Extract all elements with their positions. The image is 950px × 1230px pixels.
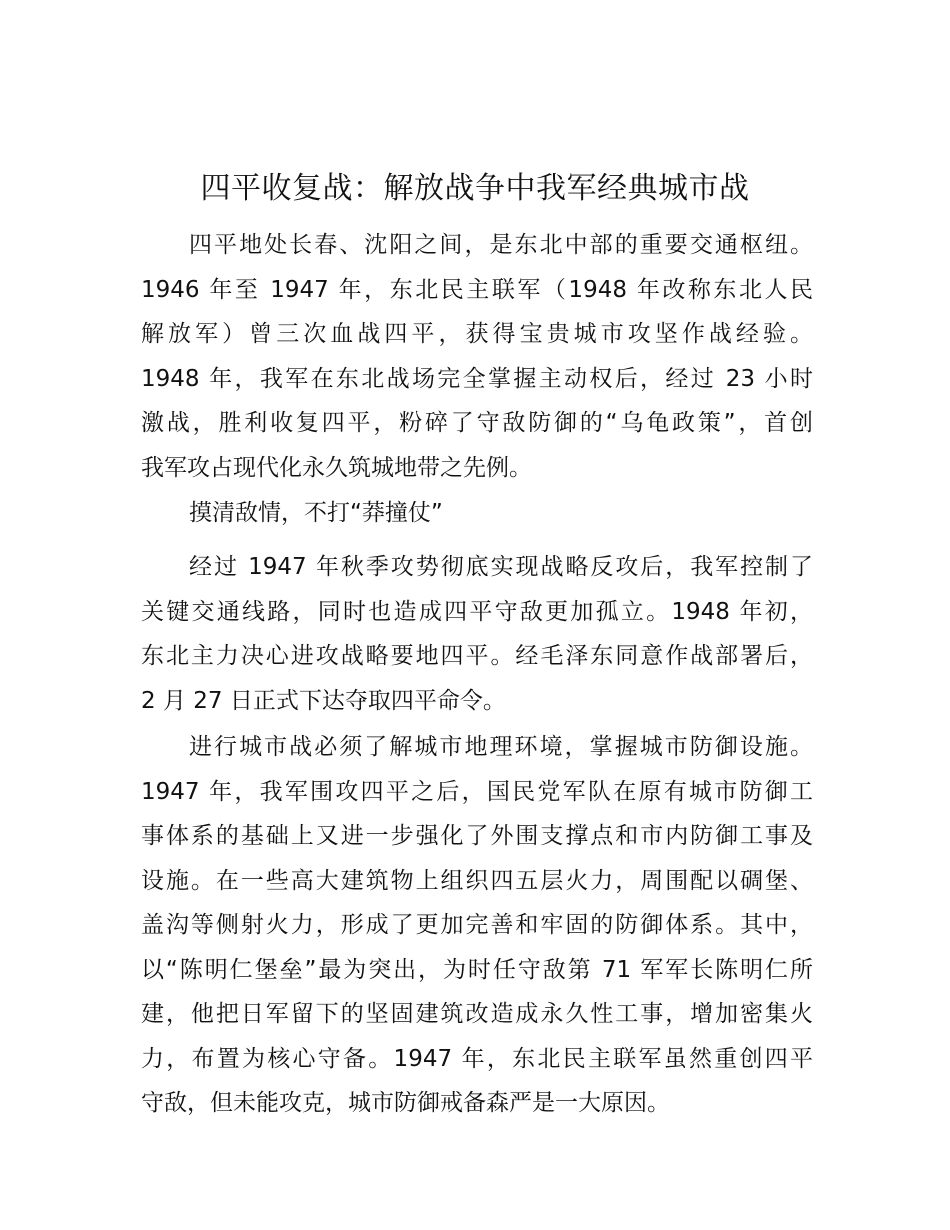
paragraph-line: 力，布置为核心守备。1947 年，东北民主联军虽然重创四平 (141, 1045, 813, 1072)
paragraph-preparation (141, 545, 813, 723)
paragraph-line: 进行城市战必须了解城市地理环境，掌握城市防御设施。 (189, 734, 813, 760)
paragraph-line: 关键交通线路，同时也造成四平守敌更加孤立。1948 年初， (141, 598, 813, 625)
paragraph-line: 东北主力决心进攻战略要地四平。经毛泽东同意作战部署后， (141, 643, 813, 669)
paragraph-line: 经过 1947 年秋季攻势彻底实现战略反攻后，我军控制了 (189, 554, 813, 580)
paragraph-line: 解放军）曾三次血战四平，获得宝贵城市攻坚作战经验。 (141, 321, 813, 347)
paragraph-line: 建，他把日军留下的坚固建筑改造成永久性工事，增加密集火 (141, 1001, 813, 1027)
paragraph-line: 四平地处长春、沈阳之间，是东北中部的重要交通枢纽。 (189, 232, 813, 258)
paragraph-line: 守敌，但未能攻克，城市防御戒备森严是一大原因。 (141, 1090, 670, 1116)
section-subheading (141, 491, 813, 536)
paragraph-line: 事体系的基础上又进一步强化了外围支撑点和市内防御工事及 (141, 823, 813, 849)
paragraph-line: 2 月 27 日正式下达夺取四平命令。 (141, 687, 506, 714)
paragraph-line: 设施。在一些高大建筑物上组织四五层火力，周围配以碉堡、 (141, 867, 813, 894)
paragraph-defenses (141, 725, 813, 1126)
page-title: 四平收复战：解放战争中我军经典城市战 (200, 171, 750, 206)
paragraph-line: 激战，胜利收复四平，粉碎了守敌防御的“乌龟政策”，首创 (141, 410, 813, 436)
paragraph-line: 盖沟等侧射火力，形成了更加完善和牢固的防御体系。其中， (141, 912, 813, 938)
paragraph-line: 1946 年至 1947 年，东北民主联军（1948 年改称东北人民 (141, 276, 813, 303)
paragraph-line: 1948 年，我军在东北战场完全掌握主动权后，经过 23 小时 (141, 365, 813, 392)
paragraph-line: 我军攻占现代化永久筑城地带之先例。 (141, 454, 532, 481)
paragraph-line: 以“陈明仁堡垒”最为突出，为时任守敌第 71 军军长陈明仁所 (141, 956, 813, 983)
paragraph-line: 1947 年，我军围攻四平之后，国民党军队在原有城市防御工 (141, 778, 813, 805)
paragraph-intro (141, 223, 813, 490)
subheading-text: 摸清敌情，不打“莽撞仗” (189, 500, 443, 526)
